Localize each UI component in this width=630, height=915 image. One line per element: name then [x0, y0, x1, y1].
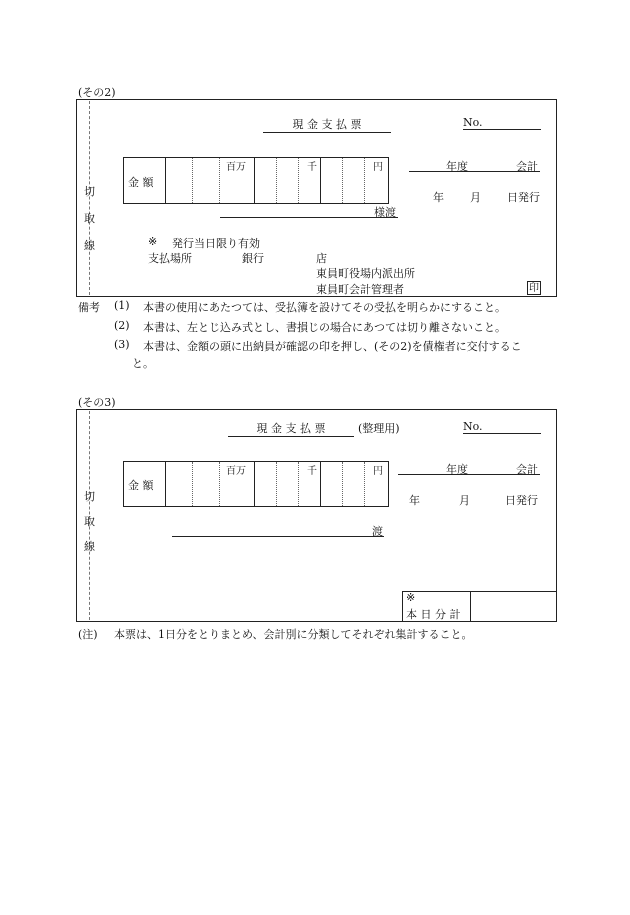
- fiscal-year: 年度: [446, 160, 468, 173]
- remark-text: 本書の使用にあたつては、受払簿を設けてその受払を明らかにすること。: [143, 301, 506, 314]
- remark-num: (1): [114, 299, 130, 312]
- footnote-text: 本票は、1日分をとりまとめ、会計別に分類してそれぞれ集計すること。: [114, 628, 473, 641]
- cut-char: 線: [84, 540, 95, 553]
- office: 東員町役場内派出所: [316, 267, 415, 280]
- section3-heading: (その3): [78, 396, 116, 409]
- voucher-subtitle: (整理用): [358, 422, 400, 435]
- section2-heading: (その2): [78, 86, 116, 99]
- unit-en: 円: [373, 466, 383, 477]
- cut-char: 線: [84, 239, 95, 252]
- amount-grid: [123, 157, 389, 204]
- payment-place: 支払場所: [148, 252, 192, 265]
- bank: 銀行: [242, 252, 264, 265]
- unit-hyakuman: 百万: [226, 466, 246, 477]
- amount-label: 金 額: [128, 479, 154, 492]
- amount-grid: [123, 461, 389, 507]
- issue-day: 日発行: [505, 494, 538, 507]
- no-label: No.: [463, 116, 541, 130]
- remarks-label: 備考: [78, 301, 100, 314]
- remark-text: 本書は、金額の頭に出納員が確認の印を押し、(その2)を債権者に交付するこ: [143, 340, 522, 353]
- issue-month: 月: [459, 494, 470, 507]
- remark-text: 本書は、左とじ込み式とし、書損じの場合にあつては切り離さないこと。: [143, 321, 506, 334]
- issue-month: 月: [470, 191, 481, 204]
- remark-num: (3): [114, 338, 130, 351]
- footnote-label: (注): [78, 628, 98, 641]
- fiscal-year: 年度: [446, 463, 468, 476]
- cut-char: 取: [84, 515, 95, 528]
- cut-char: 取: [84, 212, 95, 225]
- remark-num: (2): [114, 319, 130, 332]
- note-mark: ※: [148, 235, 158, 248]
- unit-en: 円: [373, 162, 383, 173]
- unit-sen: 千: [307, 466, 317, 477]
- manager: 東員町会計管理者: [316, 283, 404, 296]
- amount-label: 金 額: [128, 176, 154, 189]
- cut-char: 切: [84, 185, 95, 198]
- unit-sen: 千: [307, 162, 317, 173]
- voucher-title: 現 金 支 払 票: [228, 420, 354, 437]
- account: 会計: [516, 463, 538, 476]
- no-label: No.: [463, 420, 541, 434]
- issue-year: 年: [409, 494, 420, 507]
- remark-text-cont: と。: [132, 357, 154, 370]
- note-mark: ※: [406, 591, 416, 604]
- voucher-title: 現 金 支 払 票: [263, 116, 391, 133]
- issue-year: 年: [433, 191, 444, 204]
- issue-day: 日発行: [507, 191, 540, 204]
- payee-suffix: 渡: [372, 525, 383, 538]
- branch: 店: [316, 252, 327, 265]
- seal-box: 印: [529, 283, 539, 294]
- cut-char: 切: [84, 490, 95, 503]
- unit-hyakuman: 百万: [226, 162, 246, 173]
- account: 会計: [516, 160, 538, 173]
- valid-note: 発行当日限り有効: [172, 237, 260, 250]
- payee-suffix: 様渡: [374, 206, 396, 219]
- daily-total-label: 本 日 分 計: [406, 608, 461, 621]
